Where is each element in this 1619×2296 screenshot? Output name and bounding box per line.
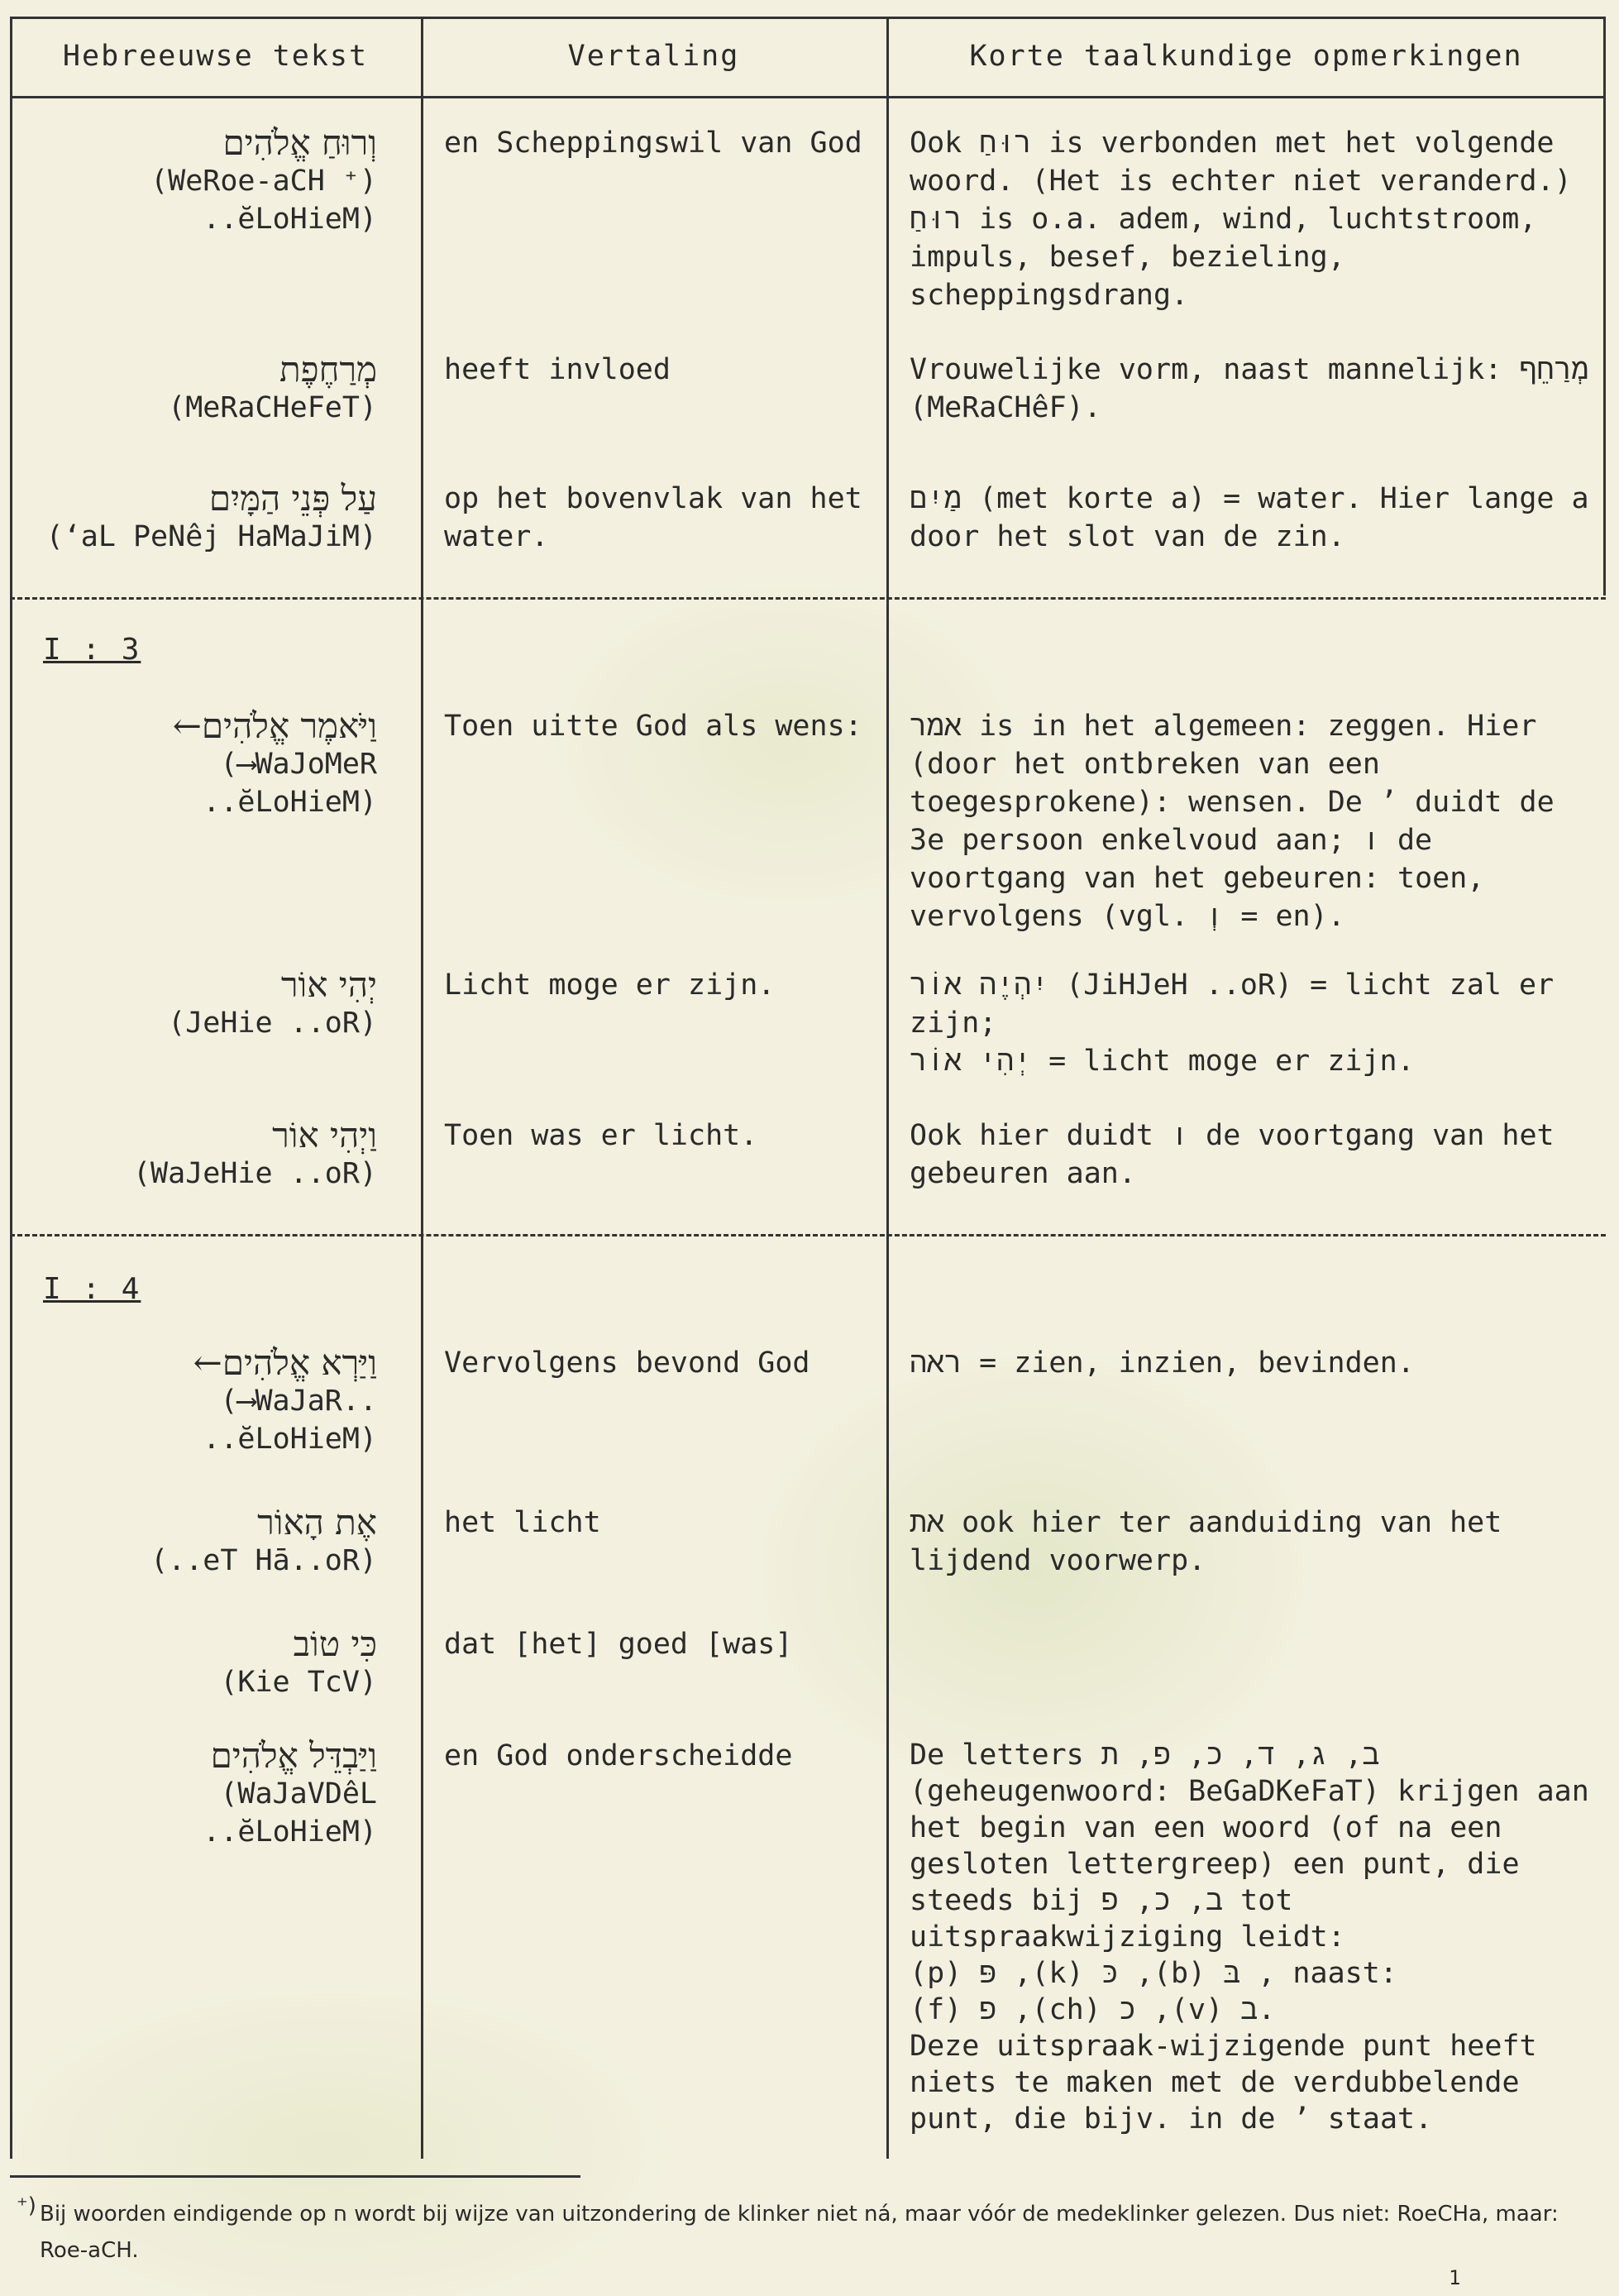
footnote-mark: ⁺) <box>17 2193 36 2218</box>
hebrew-text: וַיֹּאמֶר אֱלֹהִים← <box>172 706 377 746</box>
translation: Toen was er licht. <box>444 1119 758 1152</box>
hebrew-text: וַיְהִי אוֹר <box>272 1115 377 1155</box>
transliteration: (Kie TcV) <box>220 1666 377 1699</box>
hebrew-text: אֶת הָאוֹר <box>257 1502 377 1543</box>
hebrew-text: וַיַּרְא אֱלֹהִים← <box>193 1342 377 1383</box>
note: יִהְיֶה אוֹר (JiHJeH ..oR) = licht zal er zijn; יְהִי אוֹר = licht moge er zijn. <box>910 969 1555 1078</box>
translation: en Scheppingswil van God <box>444 127 862 160</box>
transliteration: (MeRaCHeFeT) <box>168 391 377 424</box>
footnote-text: Bij woorden eindigende op ח wordt bij wijze van uitzondering de klinker niet ná, maar vóór de medeklinker gelezen. Dus niet: RoeCHa, maar: Roe-aCH. <box>40 2202 1559 2263</box>
transliteration: (ʻaL PeNêj HaMaJiM) <box>45 520 377 553</box>
note: אמר is in het algemeen: zeggen. Hier (door het ontbreken van een toegesprokene): wensen. De ʼ duidt de 3e persoon enkelvoud aan; ו de voortgang van het gebeuren: toen, vervolgens (vgl. וְ = en). <box>910 710 1555 933</box>
note: De letters ב, ג, ד, כ, פ, ת (geheugenwoord: BeGaDKeFaT) krijgen aan het begin van een woord (of na een gesloten lettergreep) een punt, die steeds bij ב, כ, פ tot uitspraakwijziging leidt: (p) פּ ,(k) כּ ,(b) בּ , naast: (f) פ ,(ch) כ ,(v) ב. Deze uitspraak-wijzigende punt heeft niets te maken met de verdubbelende punt, die bijv. in de ʼ staat. <box>910 1739 1589 2136</box>
transliteration: (⟶WaJaR.. ..ĕLoHieM) <box>203 1385 377 1456</box>
note: את ook hier ter aanduiding van het lijdend voorwerp. <box>910 1506 1502 1577</box>
note: מַיִם (met korte a) = water. Hier lange a door het slot van de zin. <box>910 482 1589 553</box>
header-hebrew-text: Hebreeuwse tekst <box>62 40 369 73</box>
section-separator-1 <box>10 597 1606 600</box>
hebrew-text: מְרַחֶפֶת <box>279 349 377 390</box>
note: Vrouwelijke vorm, naast mannelijk: מְרַחֵף (MeRaCHêF). <box>910 353 1589 424</box>
transliteration: (WeRoe-aCH ⁺) ..ĕLoHieM) <box>150 165 377 236</box>
transliteration: (⟶WaJoMeR ..ĕLoHieM) <box>203 748 377 819</box>
section-separator-2 <box>10 1234 1606 1236</box>
hebrew-text: יְהִי אוֹר <box>280 964 377 1005</box>
translation: Vervolgens bevond God <box>444 1347 810 1380</box>
translation: Licht moge er zijn. <box>444 969 776 1002</box>
translation: Toen uitte God als wens: <box>444 710 862 743</box>
hebrew-text: וַיַּבְדֵּל אֱלֹהִים <box>210 1735 377 1776</box>
column-divider-left <box>10 17 12 2159</box>
hebrew-text: עַל פְּנֵי הַמָּיִם <box>208 478 377 519</box>
footnote-rule <box>10 2175 580 2178</box>
translation: het licht <box>444 1506 601 1539</box>
column-divider-1 <box>421 17 423 2159</box>
transliteration: (WaJaVDêL ..ĕLoHieM) <box>203 1777 377 1849</box>
header-translation: Vertaling <box>567 40 740 73</box>
note: Ook רוּחַ is verbonden met het volgende woord. (Het is echter niet veranderd.) רוּחַ is o.a. adem, wind, luchtstroom, impuls, besef, bezieling, scheppingsdrang. <box>910 127 1572 312</box>
section-label: I : 4 <box>43 1272 141 1306</box>
table-sheet <box>10 0 1606 2159</box>
note: ראה = zien, inzien, bevinden. <box>910 1347 1415 1380</box>
section-label: I : 3 <box>43 633 141 667</box>
transliteration: (..eT Hā..oR) <box>150 1544 377 1577</box>
header-notes: Korte taalkundige opmerkingen <box>969 40 1523 73</box>
page-mark: 1 <box>1449 2266 1461 2289</box>
hebrew-text: וְרוּחַ אֱלֹהִים <box>222 122 377 163</box>
column-divider-2 <box>886 17 889 2159</box>
header-bottom-border <box>10 96 1606 98</box>
translation: op het bovenvlak van het water. <box>444 482 862 553</box>
translation: dat [het] goed [was] <box>444 1628 793 1661</box>
column-divider-right <box>1603 17 1606 596</box>
hebrew-text: כִּי טוֹב <box>293 1624 377 1664</box>
note: Ook hier duidt ו de voortgang van het gebeuren aan. <box>910 1119 1555 1190</box>
translation: heeft invloed <box>444 353 671 386</box>
transliteration: (JeHie ..oR) <box>168 1007 377 1040</box>
translation: en God onderscheidde <box>444 1739 793 1772</box>
transliteration: (WaJeHie ..oR) <box>132 1157 377 1190</box>
